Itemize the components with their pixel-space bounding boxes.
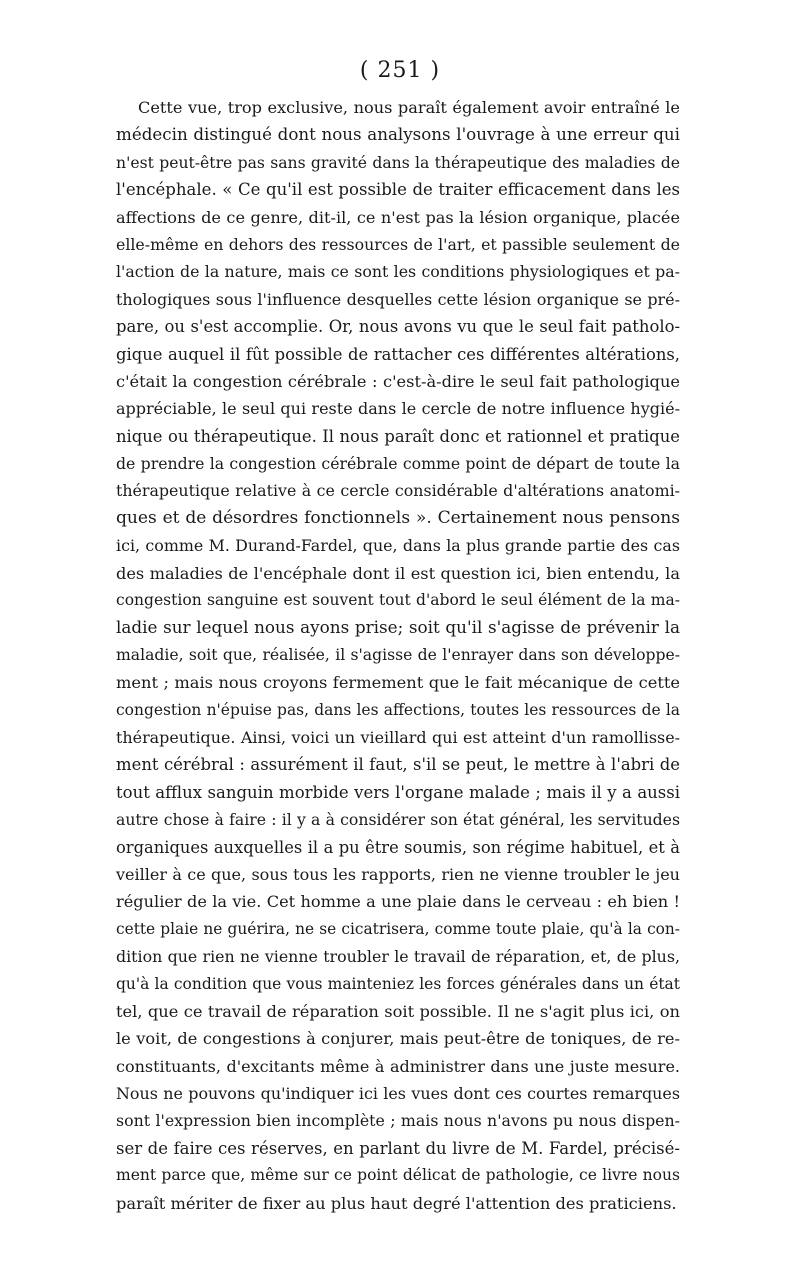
text-line: autre chose à faire : il y a à considérer son état général, les servitudes (116, 810, 680, 830)
text-line: l'action de la nature, mais ce sont les conditions physiologiques et pa- (116, 262, 680, 282)
text-line: appréciable, le seul qui reste dans le cercle de notre influence hygié- (116, 399, 680, 419)
text-line: organiques auxquelles il a pu être soumis, son régime habituel, et à (116, 837, 680, 857)
text-line: maladie, soit que, réalisée, il s'agisse de l'enrayer dans son développe- (116, 645, 680, 664)
text-line: thérapeutique relative à ce cercle considérable d'altérations anatomi- (116, 481, 680, 501)
text-line: régulier de la vie. Cet homme a une plaie dans le cerveau : eh bien ! (116, 892, 680, 912)
page-number: ( 251 ) (359, 58, 441, 83)
text-line: pare, ou s'est accomplie. Or, nous avons vu que le seul fait patholo- (116, 317, 680, 337)
text-line: n'est peut-être pas sans gravité dans la thérapeutique des maladies de (116, 152, 680, 172)
text-line: paraît mériter de fixer au plus haut degré l'attention des praticiens. (116, 1193, 677, 1213)
body-text (116, 94, 680, 1217)
text-line: qu'à la condition que vous mainteniez les forces générales dans un état (116, 974, 680, 993)
text-line: Cette vue, trop exclusive, nous paraît également avoir entraîné le (138, 98, 680, 117)
text-line: ment ; mais nous croyons fermement que le fait mécanique de cette (116, 673, 680, 693)
text-line: elle-même en dehors des ressources de l'art, et passible seulement de (116, 234, 680, 254)
text-line: ser de faire ces réserves, en parlant du livre de M. Fardel, précisé- (116, 1138, 680, 1158)
text-line: Nous ne pouvons qu'indiquer ici les vues dont ces courtes remarques (116, 1084, 680, 1104)
text-line: congestion sanguine est souvent tout d'abord le seul élément de la ma- (116, 591, 680, 610)
text-line: congestion n'épuise pas, dans les affections, toutes les ressources de la (116, 700, 680, 719)
text-line: thologiques sous l'influence desquelles cette lésion organique se pré- (116, 289, 680, 309)
text-line: sont l'expression bien incomplète ; mais nous n'avons pu nous dispen- (116, 1111, 680, 1131)
text-line: des maladies de l'encéphale dont il est question ici, bien entendu, la (116, 563, 680, 583)
text-line: gique auquel il fût possible de rattacher ces différentes altérations, (116, 344, 680, 364)
text-line: ladie sur lequel nous ayons prise; soit qu'il s'agisse de prévenir la (116, 617, 680, 638)
text-line: constituants, d'excitants même à administrer dans une juste mesure. (116, 1056, 680, 1076)
text-line: l'encéphale. « Ce qu'il est possible de traiter efficacement dans les (116, 180, 680, 200)
text-line: ici, comme M. Durand-Fardel, que, dans la plus grande partie des cas (116, 536, 680, 556)
text-line: ment parce que, même sur ce point délicat de pathologie, ce livre nous (116, 1166, 680, 1185)
text-line: ment cérébral : assurément il faut, s'il se peut, le mettre à l'abri de (116, 755, 680, 775)
text-line: thérapeutique. Ainsi, voici un vieillard qui est atteint d'un ramollisse- (116, 727, 680, 747)
text-line: médecin distingué dont nous analysons l'ouvrage à une erreur qui (116, 125, 680, 145)
text-line: le voit, de congestions à conjurer, mais peut-être de toniques, de re- (116, 1029, 680, 1049)
text-line: veiller à ce que, sous tous les rapports, rien ne vienne troubler le jeu (116, 864, 680, 884)
text-line: de prendre la congestion cérébrale comme point de départ de toute la (116, 454, 680, 474)
text-line: nique ou thérapeutique. Il nous paraît donc et rationnel et pratique (116, 426, 680, 446)
text-line: c'était la congestion cérébrale : c'est-à-dire le seul fait pathologique (116, 371, 680, 391)
text-line: tout afflux sanguin morbide vers l'organe malade ; mais il y a aussi (116, 782, 680, 802)
text-line: affections de ce genre, dit-il, ce n'est pas la lésion organique, placée (116, 207, 680, 227)
text-line: cette plaie ne guérira, ne se cicatrisera, comme toute plaie, qu'à la con- (116, 919, 680, 938)
text-line: ques et de désordres fonctionnels ». Certainement nous pensons (116, 507, 680, 528)
text-line: tel, que ce travail de réparation soit possible. Il ne s'agit plus ici, on (116, 1001, 680, 1021)
text-line: dition que rien ne vienne troubler le travail de réparation, et, de plus, (116, 947, 680, 967)
